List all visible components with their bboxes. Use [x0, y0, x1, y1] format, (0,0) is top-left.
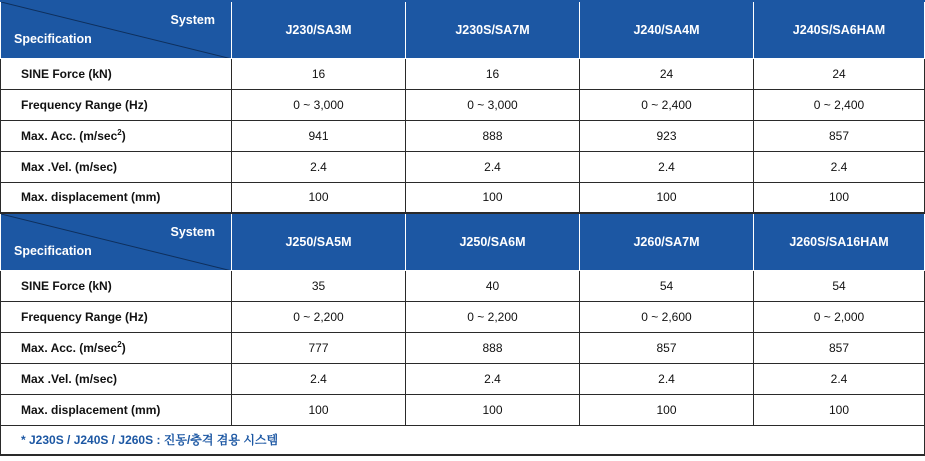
row-label: [1, 332, 232, 363]
model-header: J250/SA5M: [232, 213, 406, 270]
value-cell: 0 ~ 2,400: [754, 89, 925, 120]
row-label-text: Frequency Range (Hz): [21, 97, 148, 112]
row-label-text: SINE Force (kN): [21, 278, 112, 293]
row-label: [1, 120, 232, 151]
header-row: [1, 213, 925, 270]
row-label: [1, 58, 232, 89]
row-label-superscript: 2: [117, 339, 122, 349]
value-cell: 100: [232, 394, 406, 425]
row-label-text: Max .Vel. (m/sec): [21, 159, 118, 174]
row-label: [1, 151, 232, 182]
value-cell: 2.4: [754, 363, 925, 394]
value-cell: 857: [754, 332, 925, 363]
row-label-text: Max. Acc. (m/sec: [21, 340, 118, 355]
table-row: [1, 151, 925, 182]
table-row: [1, 394, 925, 425]
value-cell: 2.4: [406, 363, 580, 394]
row-label-text: SINE Force (kN): [21, 66, 112, 81]
table-row: [1, 58, 925, 89]
model-header: J230/SA3M: [232, 1, 406, 58]
value-cell: 35: [232, 270, 406, 301]
model-header: J240S/SA6HAM: [754, 1, 925, 58]
system-label: System: [170, 13, 215, 27]
value-cell: 54: [754, 270, 925, 301]
value-cell: 0 ~ 2,600: [580, 301, 754, 332]
value-cell: 100: [754, 182, 925, 213]
system-label: System: [170, 225, 215, 239]
table-row: [1, 182, 925, 213]
model-header: J230S/SA7M: [406, 1, 580, 58]
specification-label: Specification: [14, 243, 92, 258]
specification-label: Specification: [14, 31, 92, 46]
value-cell: 923: [580, 120, 754, 151]
value-cell: 100: [580, 394, 754, 425]
value-cell: 0 ~ 2,200: [232, 301, 406, 332]
diagonal-divider: [1, 214, 232, 270]
footnote: * J230S / J240S / J260S : 진동/충격 겸용 시스템: [1, 425, 925, 455]
value-cell: 16: [406, 58, 580, 89]
corner-header-cell: [1, 213, 232, 270]
row-label-text: Max. displacement (mm): [21, 402, 161, 417]
value-cell: 941: [232, 120, 406, 151]
header-row: [1, 1, 925, 58]
table-row: [1, 332, 925, 363]
value-cell: 100: [406, 394, 580, 425]
table-row: [1, 120, 925, 151]
row-label-text: Frequency Range (Hz): [21, 309, 148, 324]
value-cell: 16: [232, 58, 406, 89]
row-label-suffix: ): [121, 128, 126, 143]
value-cell: 777: [232, 332, 406, 363]
footnote-row: [1, 425, 925, 455]
model-header: J250/SA6M: [406, 213, 580, 270]
value-cell: 100: [232, 182, 406, 213]
value-cell: 857: [754, 120, 925, 151]
row-label-suffix: ): [121, 340, 126, 355]
value-cell: 0 ~ 2,200: [406, 301, 580, 332]
model-header: J260S/SA16HAM: [754, 213, 925, 270]
value-cell: 2.4: [232, 363, 406, 394]
value-cell: 2.4: [580, 363, 754, 394]
value-cell: 2.4: [406, 151, 580, 182]
diagonal-divider: [1, 2, 232, 58]
table-row: [1, 301, 925, 332]
row-label-text: Max. displacement (mm): [21, 190, 161, 205]
value-cell: 0 ~ 2,000: [754, 301, 925, 332]
value-cell: 0 ~ 2,400: [580, 89, 754, 120]
row-label-superscript: 2: [117, 127, 122, 137]
value-cell: 2.4: [580, 151, 754, 182]
value-cell: 100: [580, 182, 754, 213]
model-header: J260/SA7M: [580, 213, 754, 270]
row-label: [1, 363, 232, 394]
table-row: [1, 363, 925, 394]
model-header: J240/SA4M: [580, 1, 754, 58]
value-cell: 888: [406, 120, 580, 151]
value-cell: 857: [580, 332, 754, 363]
row-label: [1, 89, 232, 120]
value-cell: 888: [406, 332, 580, 363]
row-label: [1, 182, 232, 213]
row-label: [1, 394, 232, 425]
value-cell: 24: [580, 58, 754, 89]
value-cell: 100: [406, 182, 580, 213]
row-label: [1, 270, 232, 301]
value-cell: 2.4: [754, 151, 925, 182]
value-cell: 40: [406, 270, 580, 301]
value-cell: 0 ~ 3,000: [232, 89, 406, 120]
row-label-text: Max .Vel. (m/sec): [21, 371, 118, 386]
value-cell: 54: [580, 270, 754, 301]
value-cell: 0 ~ 3,000: [406, 89, 580, 120]
value-cell: 2.4: [232, 151, 406, 182]
value-cell: 24: [754, 58, 925, 89]
value-cell: 100: [754, 394, 925, 425]
row-label-text: Max. Acc. (m/sec: [21, 128, 118, 143]
table-row: [1, 89, 925, 120]
corner-header-cell: [1, 1, 232, 58]
row-label: [1, 301, 232, 332]
table-row: [1, 270, 925, 301]
